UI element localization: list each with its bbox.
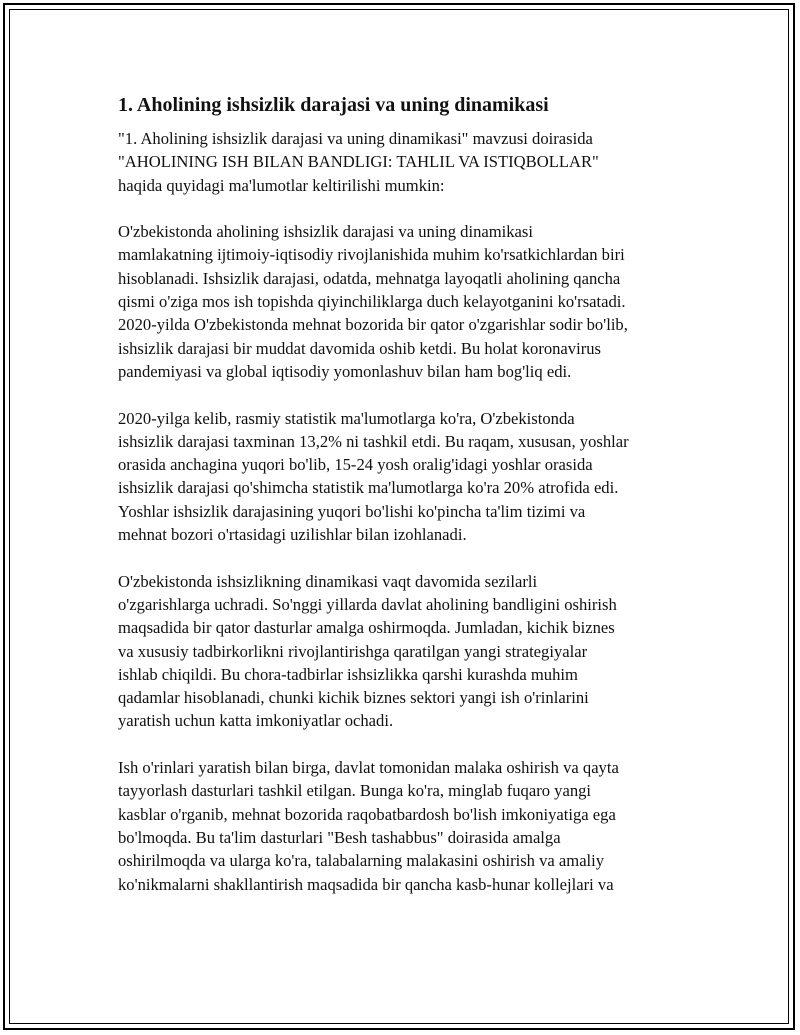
paragraph-line: ishsizlik darajasi bir muddat davomida oshib ketdi. Bu holat koronavirus [118,338,601,358]
paragraph-line: bo'lmoqda. Bu ta'lim dasturlari "Besh tashabbus" doirasida amalga [118,827,561,847]
paragraph-line: kasblar o'rganib, mehnat bozorida raqobatbardosh bo'lish imkoniyatiga ega [118,804,616,824]
paragraph-line: "1. Aholining ishsizlik darajasi va uning dinamikasi" mavzusi doirasida [118,129,593,148]
paragraph-line: mehnat bozori o'rtasidagi uzilishlar bilan izohlanadi. [118,525,467,545]
paragraph-line: pandemiyasi va global iqtisodiy yomonlashuv bilan ham bog'liq edi. [118,361,572,381]
paragraph-line: haqida quyidagi ma'lumotlar keltirilishi mumkin: [118,175,445,195]
paragraph-line: ishsizlik darajasi qo'shimcha statistik ma'lumotlarga ko'ra 20% atrofida edi. [118,478,619,498]
paragraph [118,407,688,547]
paragraph [118,756,688,896]
paragraph-line: O'zbekistonda aholining ishsizlik darajasi va uning dinamikasi [118,222,533,242]
paragraph-line: Ish o'rinlari yaratish bilan birga, davlat tomonidan malaka oshirish va qayta [118,758,619,778]
paragraph-line: 2020-yilga kelib, rasmiy statistik ma'lumotlarga ko'ra, O'zbekistonda [118,408,575,428]
paragraph-line: ishlab chiqildi. Bu chora-tadbirlar ishsizlikka qarshi kurashda muhim [118,664,578,684]
paragraph-list [118,127,688,896]
document-body [118,91,688,919]
paragraph-line: O'zbekistonda ishsizlikning dinamikasi vaqt davomida sezilarli [118,571,538,591]
paragraph-line: "AHOLINING ISH BILAN BANDLIGI: TAHLIL VA ISTIQBOLLAR" [118,152,599,172]
section-heading: 1. Aholining ishsizlik darajasi va uning dinamikasi [118,94,549,116]
paragraph [118,127,688,197]
paragraph-line: 2020-yilda O'zbekistonda mehnat bozorida bir qator o'zgarishlar sodir bo'lib, [118,315,628,335]
paragraph-line: maqsadida bir qator dasturlar amalga oshirmoqda. Jumladan, kichik biznes [118,618,615,638]
paragraph [118,220,688,383]
paragraph-line: ishsizlik darajasi taxminan 13,2% ni tashkil etdi. Bu raqam, xususan, yoshlar [118,431,629,451]
paragraph-line: yaratish uchun katta imkoniyatlar ochadi. [118,711,394,731]
paragraph-line: qismi o'ziga mos ish topishda qiyinchiliklarga duch kelayotganini ko'rsatadi. [118,292,626,312]
paragraph-line: ko'nikmalarni shakllantirish maqsadida bir qancha kasb-hunar kollejlari va [118,874,614,894]
paragraph [118,570,688,733]
paragraph-line: o'zgarishlarga uchradi. So'nggi yillarda davlat aholining bandligini oshirish [118,594,617,614]
paragraph-line: mamlakatning ijtimoiy-iqtisodiy rivojlanishida muhim ko'rsatkichlardan biri [118,245,625,265]
paragraph-line: qadamlar hisoblanadi, chunki kichik biznes sektori yangi ish o'rinlarini [118,688,589,708]
paragraph-line: orasida anchagina yuqori bo'lib, 15-24 yosh oralig'idagi yoshlar orasida [118,455,593,475]
paragraph-line: oshirilmoqda va ularga ko'ra, talabalarning malakasini oshirish va amaliy [118,851,605,871]
paragraph-line: hisoblanadi. Ishsizlik darajasi, odatda, mehnatga layoqatli aholining qancha [118,268,621,288]
paragraph-line: tayyorlash dasturlari tashkil etilgan. Bunga ko'ra, minglab fuqaro yangi [118,781,592,801]
paragraph-line: va xususiy tadbirkorlikni rivojlantirishga qaratilgan yangi strategiyalar [118,641,588,661]
paragraph-line: Yoshlar ishsizlik darajasining yuqori bo'lishi ko'pincha ta'lim tizimi va [118,501,586,521]
